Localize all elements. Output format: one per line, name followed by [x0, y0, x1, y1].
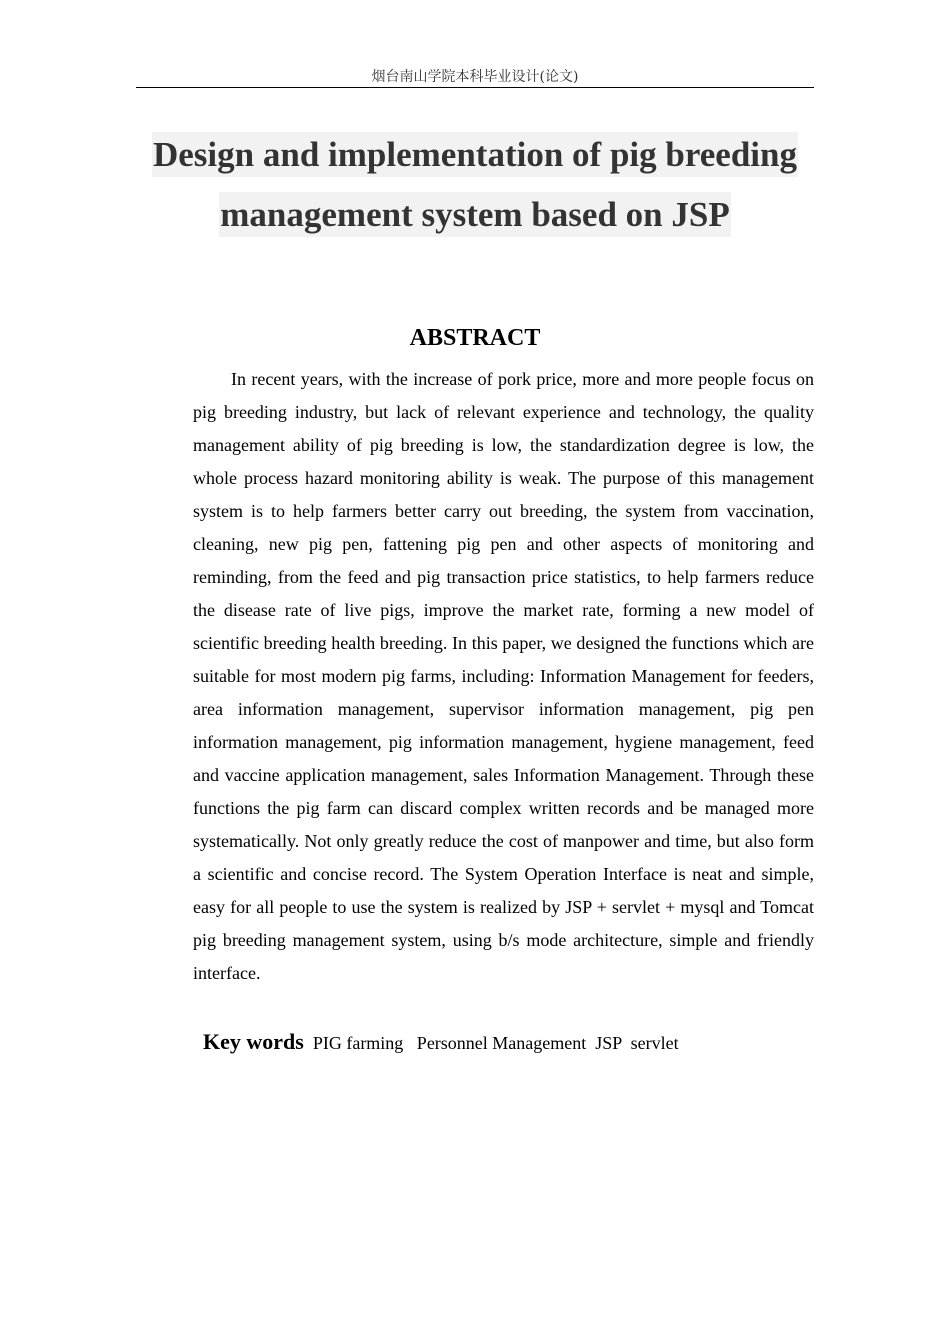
- keywords-label: Key words: [203, 1029, 304, 1054]
- thesis-title-line-2: management system based on JSP: [219, 192, 730, 237]
- abstract-heading: ABSTRACT: [409, 325, 541, 351]
- thesis-title: [100, 132, 850, 237]
- abstract-paragraph: In recent years, with the increase of pork price, more and more people focus on pig breeding industry, but lack of relevant experience and technology, the quality management ability of pig breeding is low, the standardization degree is low, the whole process hazard monitoring ability is weak. The purpose of this management system is to help farmers better carry out breeding, the system from vaccination, cleaning, new pig pen, fattening pig pen and other aspects of monitoring and reminding, from the feed and pig transaction price statistics, to help farmers reduce the disease rate of live pigs, improve the market rate, forming a new model of scientific breeding health breeding. In this paper, we designed the functions which are suitable for most modern pig farms, including: Information Management for feeders, area information management, supervisor information management, pig pen information management, pig information management, hygiene management, feed and vaccine application management, sales Information Management. Through these functions the pig farm can discard complex written records and be managed more systematically. Not only greatly reduce the cost of manpower and time, but also form a scientific and concise record. The System Operation Interface is neat and simple, easy for all people to use the system is realized by JSP + servlet + mysql and Tomcat pig breeding management system, using b/s mode architecture, simple and friendly interface.: [193, 369, 814, 983]
- keywords-list: PIG farming Personnel Management JSP servlet: [312, 1033, 679, 1053]
- thesis-title-line-1: Design and implementation of pig breeding: [152, 132, 798, 177]
- running-header: 烟台南山学院本科毕业设计(论文): [136, 68, 814, 88]
- keywords-line: [203, 1026, 679, 1059]
